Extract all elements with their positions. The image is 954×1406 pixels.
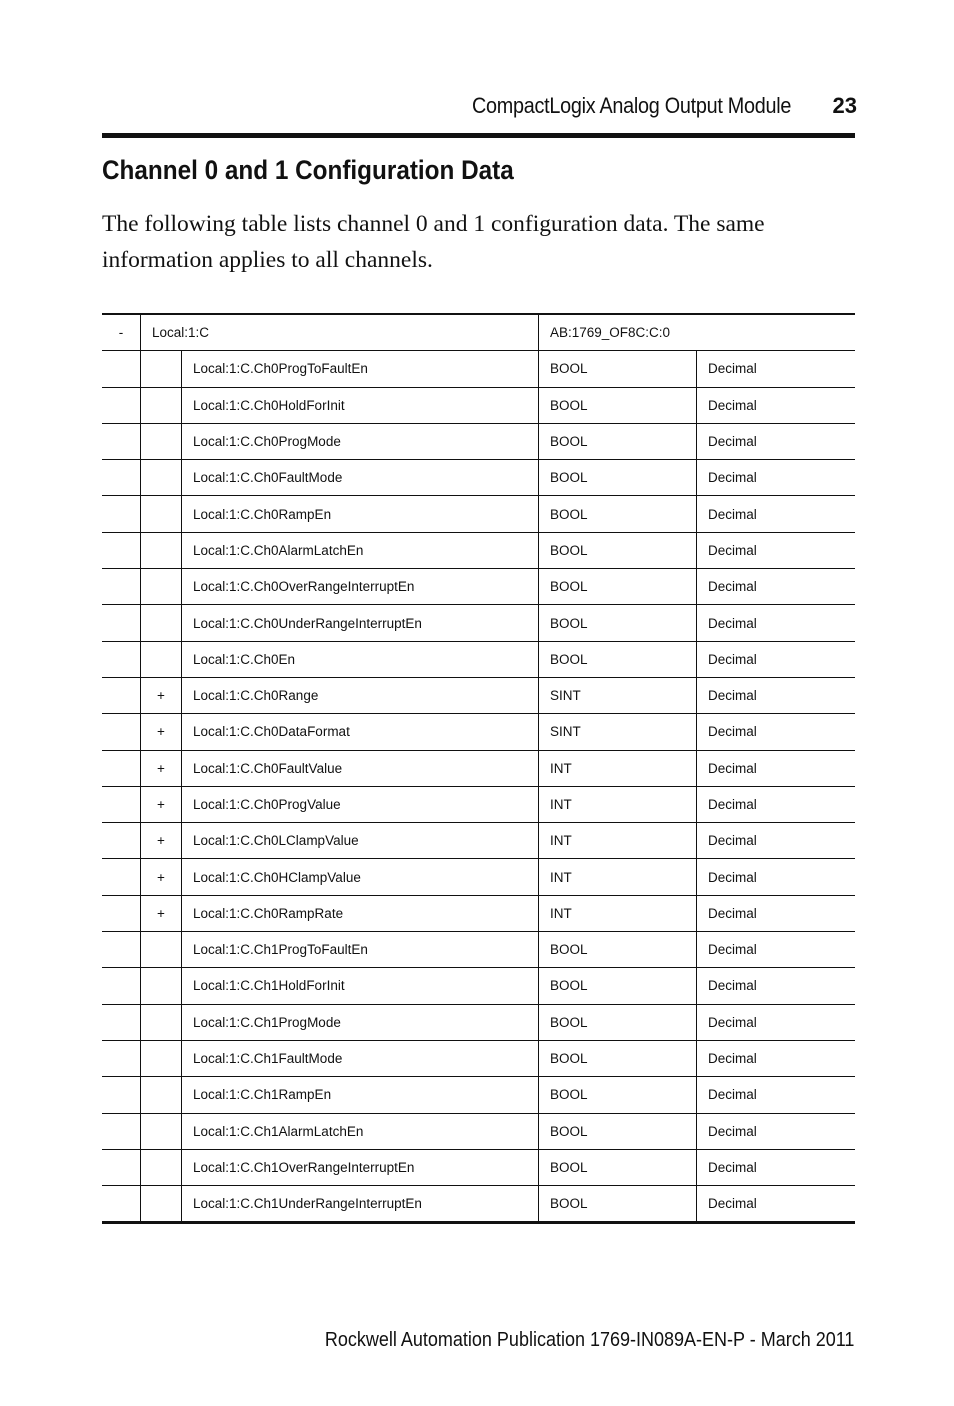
tag-name-cell: Local:1:C.Ch0DataFormat [182, 714, 539, 750]
tag-name-cell: Local:1:C.Ch0Range [182, 677, 539, 713]
data-type-cell: BOOL [539, 1040, 697, 1076]
style-cell: Decimal [697, 823, 856, 859]
indent-cell [102, 641, 141, 677]
style-cell: Decimal [697, 641, 856, 677]
style-cell: Decimal [697, 1077, 856, 1113]
tag-name-cell: Local:1:C.Ch0RampRate [182, 895, 539, 931]
tag-name-cell: Local:1:C.Ch0UnderRangeInterruptEn [182, 605, 539, 641]
data-type-cell: BOOL [539, 641, 697, 677]
indent-cell [102, 968, 141, 1004]
table-row [102, 605, 855, 641]
tag-name-cell: Local:1:C.Ch0ProgValue [182, 786, 539, 822]
tag-name-cell: Local:1:C.Ch0FaultValue [182, 750, 539, 786]
indent-cell [102, 1004, 141, 1040]
style-cell: Decimal [697, 1004, 856, 1040]
tag-name-cell: Local:1:C.Ch1ProgMode [182, 1004, 539, 1040]
data-type-cell: BOOL [539, 423, 697, 459]
indent-cell [102, 1040, 141, 1076]
data-type-cell: AB:1769_OF8C:C:0 [539, 314, 856, 351]
style-cell: Decimal [697, 496, 856, 532]
table-row [102, 823, 855, 859]
expand-toggle [141, 1004, 182, 1040]
tag-name-cell: Local:1:C.Ch1ProgToFaultEn [182, 932, 539, 968]
style-cell: Decimal [697, 677, 856, 713]
data-type-cell: BOOL [539, 1077, 697, 1113]
expand-toggle [141, 932, 182, 968]
data-type-cell: BOOL [539, 968, 697, 1004]
style-cell: Decimal [697, 605, 856, 641]
expand-toggle [141, 532, 182, 568]
indent-cell [102, 786, 141, 822]
expand-toggle[interactable]: + [141, 859, 182, 895]
data-type-cell: BOOL [539, 1004, 697, 1040]
style-cell: Decimal [697, 387, 856, 423]
data-type-cell: BOOL [539, 1113, 697, 1149]
data-type-cell: BOOL [539, 605, 697, 641]
expand-toggle[interactable]: + [141, 895, 182, 931]
expand-toggle [141, 1186, 182, 1223]
table-row-parent [102, 314, 855, 351]
expand-toggle [141, 496, 182, 532]
style-cell: Decimal [697, 932, 856, 968]
indent-cell [102, 677, 141, 713]
table-row [102, 932, 855, 968]
indent-cell [102, 605, 141, 641]
table-row [102, 750, 855, 786]
indent-cell [102, 750, 141, 786]
section-heading: Channel 0 and 1 Configuration Data [102, 155, 514, 185]
tag-name-cell: Local:1:C.Ch0En [182, 641, 539, 677]
data-type-cell: BOOL [539, 1186, 697, 1223]
data-type-cell: SINT [539, 714, 697, 750]
style-cell: Decimal [697, 423, 856, 459]
expand-toggle[interactable]: + [141, 786, 182, 822]
data-type-cell: BOOL [539, 351, 697, 387]
tag-name-cell: Local:1:C.Ch0HClampValue [182, 859, 539, 895]
table-row [102, 1186, 855, 1223]
tag-name-cell: Local:1:C.Ch1FaultMode [182, 1040, 539, 1076]
data-type-cell: INT [539, 750, 697, 786]
expand-toggle [141, 1149, 182, 1185]
tag-name-cell: Local:1:C.Ch0FaultMode [182, 460, 539, 496]
style-cell: Decimal [697, 1149, 856, 1185]
table-row [102, 569, 855, 605]
collapse-toggle[interactable]: - [102, 314, 141, 351]
data-type-cell: INT [539, 859, 697, 895]
style-cell: Decimal [697, 532, 856, 568]
data-type-cell: BOOL [539, 532, 697, 568]
expand-toggle [141, 423, 182, 459]
data-type-cell: INT [539, 823, 697, 859]
tag-name-cell: Local:1:C.Ch1AlarmLatchEn [182, 1113, 539, 1149]
table-row [102, 641, 855, 677]
table-row [102, 351, 855, 387]
table-row [102, 1149, 855, 1185]
style-cell: Decimal [697, 750, 856, 786]
table-row [102, 387, 855, 423]
table-row [102, 895, 855, 931]
indent-cell [102, 823, 141, 859]
header-rule [102, 133, 855, 138]
expand-toggle[interactable]: + [141, 677, 182, 713]
style-cell: Decimal [697, 1040, 856, 1076]
tag-name-cell: Local:1:C.Ch1UnderRangeInterruptEn [182, 1186, 539, 1223]
table-row [102, 496, 855, 532]
tag-name-cell: Local:1:C [141, 314, 539, 351]
data-type-cell: INT [539, 786, 697, 822]
tag-name-cell: Local:1:C.Ch0LClampValue [182, 823, 539, 859]
expand-toggle [141, 1077, 182, 1113]
indent-cell [102, 460, 141, 496]
data-type-cell: BOOL [539, 496, 697, 532]
data-type-cell: BOOL [539, 460, 697, 496]
expand-toggle [141, 387, 182, 423]
tag-name-cell: Local:1:C.Ch1OverRangeInterruptEn [182, 1149, 539, 1185]
expand-toggle[interactable]: + [141, 823, 182, 859]
expand-toggle[interactable]: + [141, 750, 182, 786]
tag-name-cell: Local:1:C.Ch1RampEn [182, 1077, 539, 1113]
style-cell: Decimal [697, 569, 856, 605]
footer-publication: Rockwell Automation Publication 1769-IN089A-EN-P - March 2011 [324, 1329, 854, 1351]
style-cell: Decimal [697, 1186, 856, 1223]
page-number: 23 [832, 93, 857, 118]
indent-cell [102, 1077, 141, 1113]
indent-cell [102, 859, 141, 895]
table-row [102, 786, 855, 822]
expand-toggle [141, 351, 182, 387]
style-cell: Decimal [697, 786, 856, 822]
style-cell: Decimal [697, 1113, 856, 1149]
indent-cell [102, 496, 141, 532]
running-header-title: CompactLogix Analog Output Module [472, 93, 792, 118]
data-type-cell: BOOL [539, 387, 697, 423]
table-row [102, 1040, 855, 1076]
expand-toggle [141, 569, 182, 605]
expand-toggle [141, 1113, 182, 1149]
tag-name-cell: Local:1:C.Ch0ProgToFaultEn [182, 351, 539, 387]
table-row [102, 423, 855, 459]
table-row [102, 1004, 855, 1040]
table-row [102, 968, 855, 1004]
table-row [102, 532, 855, 568]
indent-cell [102, 1186, 141, 1223]
style-cell: Decimal [697, 968, 856, 1004]
tag-name-cell: Local:1:C.Ch0RampEn [182, 496, 539, 532]
expand-toggle [141, 605, 182, 641]
tag-name-cell: Local:1:C.Ch0OverRangeInterruptEn [182, 569, 539, 605]
table-row [102, 460, 855, 496]
table-row [102, 714, 855, 750]
intro-paragraph: The following table lists channel 0 and 1 configuration data. The same information applies to all channels. [102, 211, 765, 273]
tag-name-cell: Local:1:C.Ch0HoldForInit [182, 387, 539, 423]
data-type-cell: BOOL [539, 932, 697, 968]
style-cell: Decimal [697, 460, 856, 496]
indent-cell [102, 351, 141, 387]
data-type-cell: BOOL [539, 569, 697, 605]
data-type-cell: INT [539, 895, 697, 931]
data-type-cell: SINT [539, 677, 697, 713]
indent-cell [102, 1113, 141, 1149]
expand-toggle [141, 460, 182, 496]
expand-toggle [141, 641, 182, 677]
indent-cell [102, 714, 141, 750]
indent-cell [102, 569, 141, 605]
table-row [102, 859, 855, 895]
indent-cell [102, 1149, 141, 1185]
indent-cell [102, 423, 141, 459]
configuration-table [102, 313, 855, 1224]
indent-cell [102, 895, 141, 931]
style-cell: Decimal [697, 859, 856, 895]
table-row [102, 1077, 855, 1113]
indent-cell [102, 932, 141, 968]
expand-toggle[interactable]: + [141, 714, 182, 750]
indent-cell [102, 532, 141, 568]
style-cell: Decimal [697, 895, 856, 931]
expand-toggle [141, 1040, 182, 1076]
style-cell: Decimal [697, 714, 856, 750]
tag-name-cell: Local:1:C.Ch0AlarmLatchEn [182, 532, 539, 568]
style-cell: Decimal [697, 351, 856, 387]
table-row [102, 677, 855, 713]
table-row [102, 1113, 855, 1149]
indent-cell [102, 387, 141, 423]
tag-name-cell: Local:1:C.Ch0ProgMode [182, 423, 539, 459]
tag-name-cell: Local:1:C.Ch1HoldForInit [182, 968, 539, 1004]
expand-toggle [141, 968, 182, 1004]
data-type-cell: BOOL [539, 1149, 697, 1185]
